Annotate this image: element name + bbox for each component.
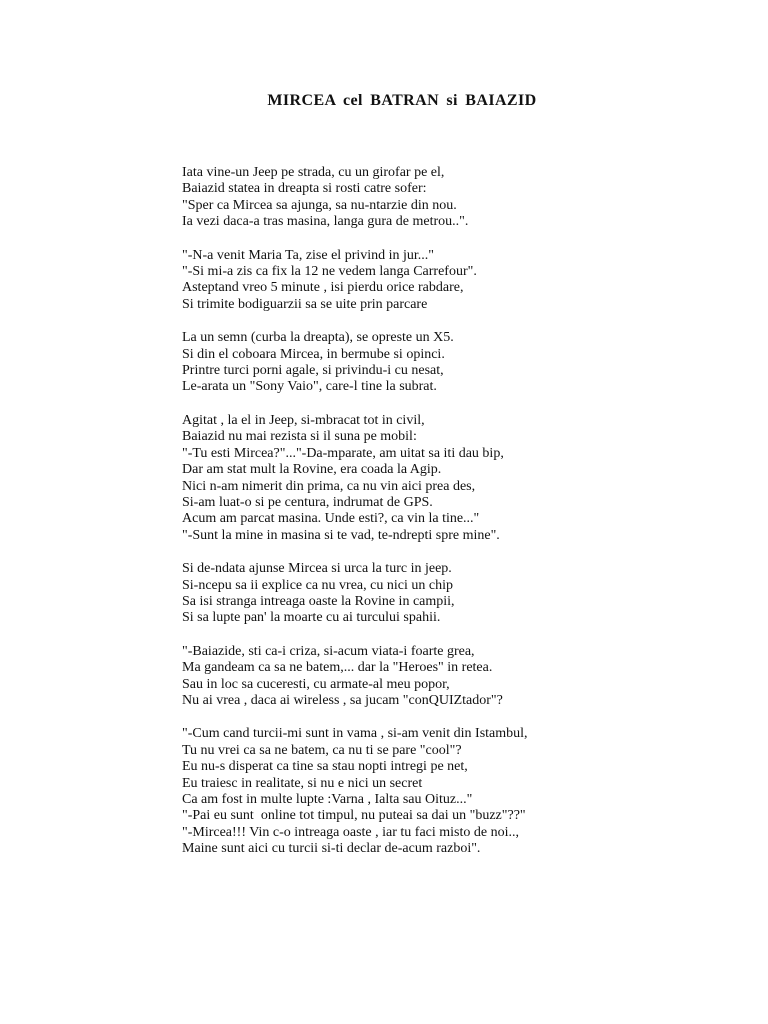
poem-line: Eu traiesc in realitate, si nu e nici un secret	[182, 775, 423, 791]
poem-line: Asteptand vreo 5 minute , isi pierdu orice rabdare,	[182, 280, 464, 296]
poem-line: Sau in loc sa cuceresti, cu armate-al meu popor,	[182, 676, 450, 692]
stanza-3	[182, 330, 742, 396]
poem-line: Si-ncepu sa ii explice ca nu vrea, cu nici un chip	[182, 577, 453, 593]
poem-line: Tu nu vrei ca sa ne batem, ca nu ti se pare "cool"?	[182, 742, 462, 758]
poem-line: Si trimite bodiguarzii sa se uite prin parcare	[182, 296, 428, 312]
stanza-7	[182, 726, 742, 857]
poem-line: Eu nu-s disperat ca tine sa stau nopti intregi pe net,	[182, 759, 468, 775]
poem-line: "-Si mi-a zis ca fix la 12 ne vedem langa Carrefour".	[182, 264, 477, 280]
poem-line: "-N-a venit Maria Ta, zise el privind in jur..."	[182, 247, 435, 263]
poem-line: "Sper ca Mircea sa ajunga, sa nu-ntarzie din nou.	[182, 197, 457, 213]
poem-body	[182, 165, 742, 876]
poem-line: Si-am luat-o si pe centura, indrumat de GPS.	[182, 494, 433, 510]
poem-line: Si sa lupte pan' la moarte cu ai turcului spahii.	[182, 610, 441, 626]
poem-line: La un semn (curba la dreapta), se opreste un X5.	[182, 330, 454, 346]
poem-line: Baiazid statea in dreapta si rosti catre sofer:	[182, 181, 427, 197]
poem-line: Ca am fost in multe lupte :Varna , Ialta sau Oituz..."	[182, 792, 473, 807]
poem-line: Baiazid nu mai rezista si il suna pe mobil:	[182, 429, 417, 445]
poem-line: "-Sunt la mine in masina si te vad, te-ndrepti spre mine".	[182, 527, 500, 543]
poem-line: Iata vine-un Jeep pe strada, cu un girofar pe el,	[182, 165, 445, 180]
poem-line: Acum am parcat masina. Unde esti?, ca vin la tine..."	[182, 511, 480, 527]
poem-line: Le-arata un "Sony Vaio", care-l tine la subrat.	[182, 379, 437, 395]
poem-line: "-Baiazide, sti ca-i criza, si-acum viata-i foarte grea,	[182, 643, 475, 659]
poem-line: Sa isi stranga intreaga oaste la Rovine in campii,	[182, 593, 455, 609]
poem-line: Nici n-am nimerit din prima, ca nu vin aici prea des,	[182, 478, 476, 494]
poem-line: Ma gandeam ca sa ne batem,... dar la "Heroes" in retea.	[182, 660, 493, 676]
poem-line: Agitat , la el in Jeep, si-mbracat tot in civil,	[182, 412, 425, 428]
stanza-1	[182, 165, 742, 231]
stanza-4	[182, 413, 742, 544]
poem-line: Si din el coboara Mircea, in bermube si opinci.	[182, 346, 445, 362]
poem-line: "-Cum cand turcii-mi sunt in vama , si-am venit din Istambul,	[182, 726, 528, 742]
poem-line: Printre turci porni agale, si privindu-i cu nesat,	[182, 363, 444, 379]
poem-line: Ia vezi daca-a tras masina, langa gura de metrou..".	[182, 214, 469, 230]
stanza-5	[182, 561, 742, 627]
poem-line: "-Pai eu sunt online tot timpul, nu puteai sa dai un "buzz"??"	[182, 808, 526, 824]
stanza-6	[182, 644, 742, 710]
poem-line: Dar am stat mult la Rovine, era coada la Agip.	[182, 462, 442, 478]
stanza-2	[182, 248, 742, 314]
document-title: MIRCEA cel BATRAN si BAIAZID	[267, 92, 537, 109]
poem-line: Si de-ndata ajunse Mircea si urca la turc in jeep.	[182, 561, 452, 577]
poem-line: Maine sunt aici cu turcii si-ti declar de-acum razboi".	[182, 841, 481, 857]
poem-line: Nu ai vrea , daca ai wireless , sa jucam "conQUIZtador"?	[182, 692, 503, 708]
poem-line: "-Mircea!!! Vin c-o intreaga oaste , iar tu faci misto de noi..,	[182, 824, 519, 840]
poem-line: "-Tu esti Mircea?"..."-Da-mparate, am uitat sa iti dau bip,	[182, 445, 504, 461]
